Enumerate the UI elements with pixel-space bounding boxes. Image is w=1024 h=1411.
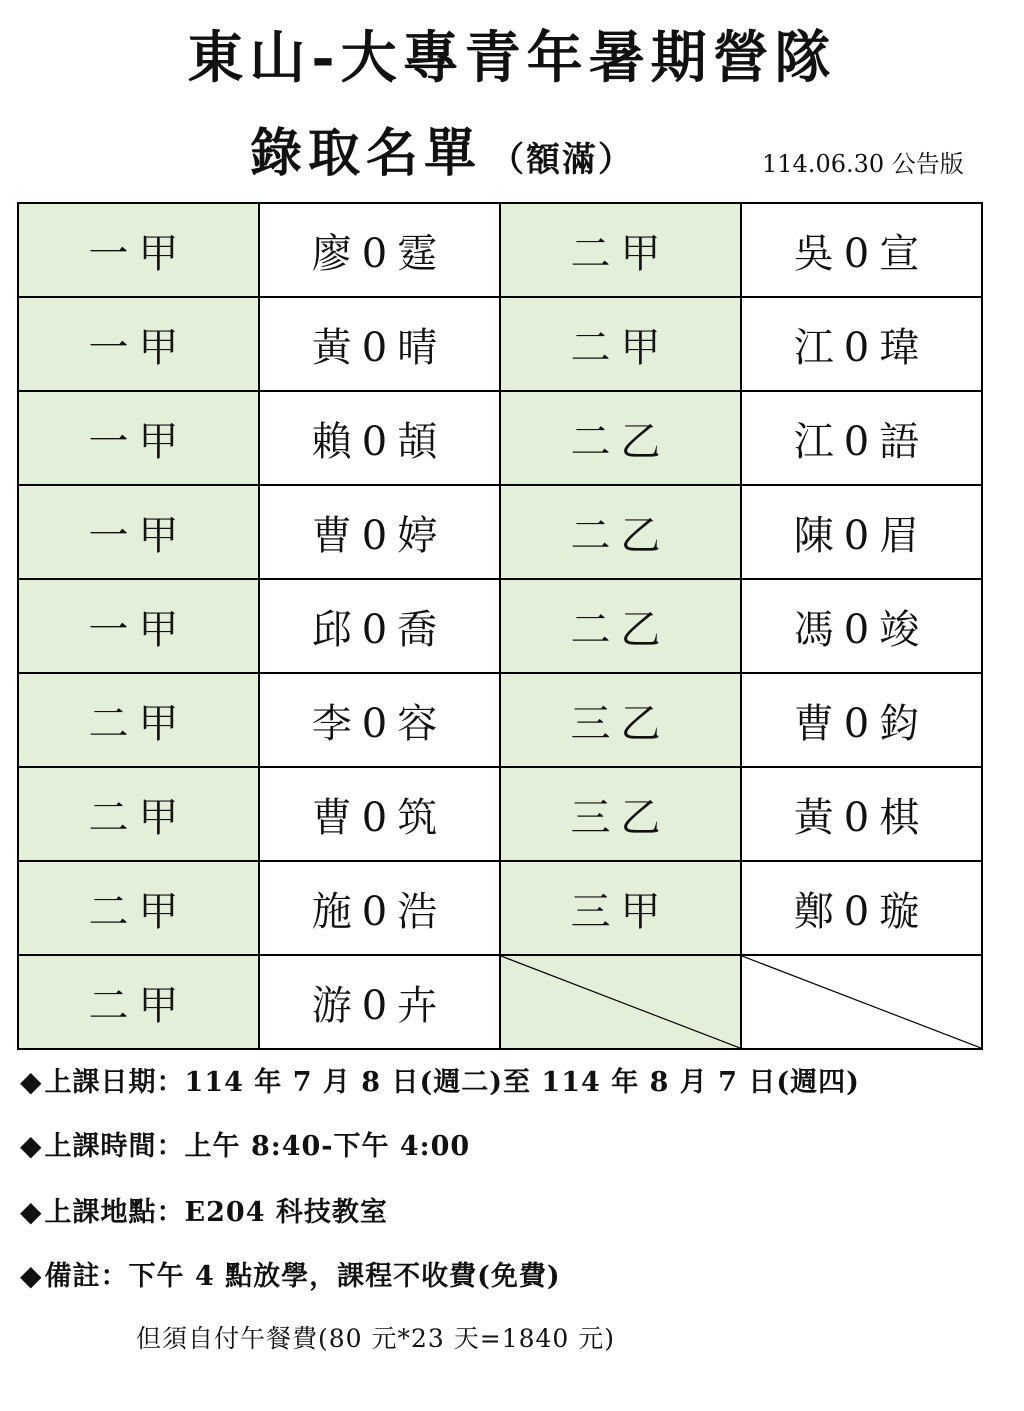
class-cell: 二甲	[18, 861, 259, 955]
diagonal-slash	[742, 956, 981, 1048]
diamond-bullet-icon: ◆	[20, 1195, 43, 1228]
student-name-cell: 吳0宣	[741, 203, 982, 297]
class-cell: 二甲	[18, 673, 259, 767]
student-name-cell: 江0瑋	[741, 297, 982, 391]
table-row	[18, 203, 982, 297]
table-row	[18, 579, 982, 673]
table-row	[18, 955, 982, 1049]
info-note	[20, 1256, 561, 1297]
class-cell: 二乙	[500, 485, 741, 579]
table-row	[18, 297, 982, 391]
student-name-cell: 曹0鈞	[741, 673, 982, 767]
student-name-cell: 賴0頡	[259, 391, 500, 485]
student-name-cell: 鄭0璇	[741, 861, 982, 955]
quota-note: （額滿）	[490, 140, 635, 180]
info-time-text: 上課時間：上午 8:40-下午 4:00	[44, 1131, 471, 1162]
student-name-cell: 黃0棋	[741, 767, 982, 861]
class-cell: 二乙	[500, 579, 741, 673]
diamond-bullet-icon: ◆	[20, 1065, 43, 1098]
diamond-bullet-icon: ◆	[20, 1259, 43, 1292]
subtitle-text: 錄取名單	[250, 123, 483, 184]
info-time	[20, 1126, 470, 1167]
class-cell: 一甲	[18, 391, 259, 485]
class-cell: 二甲	[500, 297, 741, 391]
info-date	[20, 1062, 860, 1103]
class-cell: 三乙	[500, 767, 741, 861]
info-location	[20, 1192, 388, 1233]
student-name-cell: 廖0霆	[259, 203, 500, 297]
diagonal-slash	[501, 956, 740, 1048]
student-name-cell: 黃0晴	[259, 297, 500, 391]
class-cell: 三乙	[500, 673, 741, 767]
table-row	[18, 673, 982, 767]
student-name-cell: 曹0筑	[259, 767, 500, 861]
class-cell: 三甲	[500, 861, 741, 955]
class-cell: 二甲	[18, 767, 259, 861]
class-cell: 二甲	[18, 955, 259, 1049]
student-name-cell: 李0容	[259, 673, 500, 767]
student-name-cell: 游0卉	[259, 955, 500, 1049]
class-cell: 二乙	[500, 391, 741, 485]
table-row	[18, 391, 982, 485]
empty-name-cell	[741, 955, 982, 1049]
class-cell: 一甲	[18, 579, 259, 673]
student-name-cell: 施0浩	[259, 861, 500, 955]
version-label: 114.06.30 公告版	[762, 150, 964, 178]
empty-class-cell	[500, 955, 741, 1049]
student-name-cell: 邱0喬	[259, 579, 500, 673]
diamond-bullet-icon: ◆	[20, 1129, 43, 1162]
roster-table	[17, 202, 983, 1050]
page-subtitle	[250, 118, 634, 190]
class-cell: 一甲	[18, 297, 259, 391]
info-date-text: 上課日期：114 年 7 月 8 日(週二)至 114 年 8 月 7 日(週四)	[44, 1067, 860, 1098]
student-name-cell: 曹0婷	[259, 485, 500, 579]
student-name-cell: 江0語	[741, 391, 982, 485]
class-cell: 一甲	[18, 485, 259, 579]
table-row	[18, 861, 982, 955]
page-title: 東山-大專青年暑期營隊	[187, 25, 837, 91]
info-note-extra: 但須自付午餐費(80 元*23 天=1840 元)	[136, 1324, 616, 1353]
info-location-text: 上課地點：E204 科技教室	[44, 1197, 388, 1228]
class-cell: 一甲	[18, 203, 259, 297]
table-row	[18, 767, 982, 861]
student-name-cell: 陳0眉	[741, 485, 982, 579]
class-cell: 二甲	[500, 203, 741, 297]
info-note-text: 備註：下午 4 點放學，課程不收費(免費)	[44, 1261, 561, 1292]
student-name-cell: 馮0竣	[741, 579, 982, 673]
table-row	[18, 485, 982, 579]
